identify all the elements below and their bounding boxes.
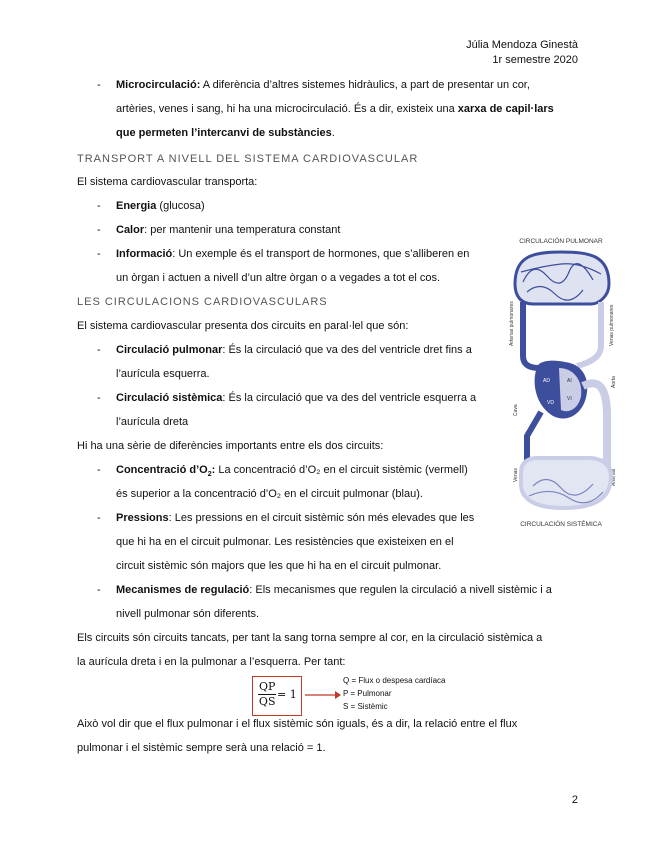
micro-text-3-end: .	[331, 127, 335, 139]
page-number: 2	[571, 794, 578, 806]
diff-text-1: : Les pressions en el circuit sistèmic són més elevades que les	[168, 512, 475, 524]
diff-term-colon: :	[211, 464, 216, 476]
item-term: Circulació pulmonar	[116, 344, 223, 356]
item-text: : És la circulació que va des del ventricle esquerra a	[222, 392, 477, 404]
diagram-top-label: CIRCULACIÓN PULMONAR	[519, 238, 603, 245]
diff-text-1: La concentració d’O₂ en el circuit sistèmic (vermell)	[215, 464, 468, 476]
diff-mecanismes-l2: nivell pulmonar són diferents.	[116, 608, 260, 620]
micro-bold-3: que permeten l’intercanvi de substàncies	[116, 127, 332, 139]
micro-text-1: A diferència d’altres sistemes hidràulics, a part de presentar un cor,	[200, 79, 530, 91]
label-aorta: Aorta	[611, 376, 617, 388]
item-circ-sistemica-cont: l’aurícula dreta	[116, 416, 189, 428]
header-author: Júlia Mendoza Ginestà	[466, 39, 578, 51]
formula-numerator: QP	[259, 680, 276, 693]
circulation-diagram	[503, 236, 620, 532]
item-informacio-cont: un òrgan i actuen a nivell d’un altre òrgan o a vegades a tot el cos.	[116, 272, 441, 284]
bullet-dash: -	[97, 344, 101, 356]
item-circ-pulmonar	[116, 338, 494, 362]
diff-term-text: Concentració d’O	[116, 464, 208, 476]
pulmonary-artery-vessel	[523, 302, 539, 368]
legend-item-q: Q = Flux o despesa cardíaca	[343, 676, 446, 685]
item-circ-sistemica	[116, 386, 494, 410]
label-vi: VI	[567, 396, 572, 402]
micro-bold-2: xarxa de capil·lars	[457, 103, 554, 115]
section2-intro: El sistema cardiovascular presenta dos circuits en paral·lel que són:	[77, 320, 409, 332]
formula-box	[252, 676, 302, 716]
formula-fraction	[258, 680, 276, 709]
closed-circuits-1: Els circuits són circuits tancats, per tant la sang torna sempre al cor, en la circulació sistèmica a	[77, 632, 543, 644]
diff-pressions-l2: que hi ha en el circuit pulmonar. Les resistències que existeixen en el	[116, 536, 454, 548]
systemic-capillaries	[521, 458, 611, 508]
diff-term-sub: 2	[207, 471, 212, 479]
diff-term: Mecanismes de regulació	[116, 584, 250, 596]
bullet-dash: -	[97, 224, 101, 236]
bullet-dash: -	[97, 464, 101, 476]
formula-equals: = 1	[277, 688, 297, 701]
label-ad: AD	[543, 378, 550, 384]
diff-term: Pressions	[116, 512, 169, 524]
legend-item-p: P = Pulmonar	[343, 689, 392, 698]
arrow-icon	[305, 690, 341, 700]
diff-concentracio-l2: és superior a la concentració d’O₂ en el circuit pulmonar (blau).	[116, 488, 423, 500]
item-term: Energia	[116, 200, 157, 212]
item-calor	[116, 218, 340, 242]
conclusion-1: Això vol dir que el flux pulmonar i el flux sistèmic són iguals, és a dir, la relació entre el flux	[77, 718, 518, 730]
item-circ-pulmonar-cont: l’aurícula esquerra.	[116, 368, 210, 380]
item-term: Informació	[116, 248, 173, 260]
bullet-dash: -	[97, 248, 101, 260]
label-ai: AI	[567, 378, 572, 384]
legend-item-s: S = Sistèmic	[343, 702, 388, 711]
label-arterias: Arterias	[611, 468, 617, 486]
micro-line-3	[116, 121, 335, 145]
item-text: : per mantenir una temperatura constant	[144, 224, 341, 236]
item-text: : És la circulació que va des del ventricle dret fins a	[222, 344, 472, 356]
micro-term: Microcirculació:	[116, 79, 201, 91]
conclusion-2: pulmonar i el sistèmic sempre serà una relació = 1.	[77, 742, 326, 754]
formula-legend	[343, 674, 446, 713]
micro-line-1	[116, 73, 578, 97]
bullet-dash: -	[97, 200, 101, 212]
bullet-dash: -	[97, 79, 101, 91]
bullet-dash: -	[97, 392, 101, 404]
item-term: Calor	[116, 224, 145, 236]
bullet-dash: -	[97, 584, 101, 596]
label-art-pulm: Arterias pulmonares	[509, 301, 515, 346]
pulmonary-vein-vessel	[577, 302, 601, 366]
item-informacio	[116, 242, 494, 266]
closed-circuits-2: la aurícula dreta i en la pulmonar a l’esquerra. Per tant:	[77, 656, 346, 668]
item-term: Circulació sistèmica	[116, 392, 223, 404]
pulmonary-capillaries	[515, 252, 609, 304]
label-vd: VD	[547, 400, 554, 406]
header-semester: 1r semestre 2020	[492, 54, 578, 66]
label-venas: Venas	[513, 468, 519, 482]
diff-pressions-l3: circuit sistèmic són majors que les que hi ha en el circuit pulmonar.	[116, 560, 442, 572]
diff-mecanismes	[116, 578, 578, 602]
item-text: (glucosa)	[156, 200, 205, 212]
diff-text-1: : Els mecanismes que regulen la circulació a nivell sistèmic i a	[249, 584, 552, 596]
micro-text-2: artèries, venes i sang, hi ha una microcirculació. És a dir, existeix una	[116, 103, 458, 115]
diff-term	[116, 464, 216, 479]
label-ven-pulm: Venas pulmonares	[609, 304, 615, 346]
section1-intro: El sistema cardiovascular transporta:	[77, 176, 258, 188]
item-text: : Un exemple és el transport de hormones, que s’alliberen en	[172, 248, 470, 260]
differences-intro: Hi ha una sèrie de diferències importants entre els dos circuits:	[77, 440, 384, 452]
micro-line-2	[116, 97, 578, 121]
section-title-transport: TRANSPORT A NIVELL DEL SISTEMA CARDIOVASCULAR	[77, 153, 419, 165]
diagram-bottom-label: CIRCULACIÓN SISTÉMICA	[520, 521, 602, 528]
label-cava: Cava	[513, 404, 519, 416]
bullet-dash: -	[97, 512, 101, 524]
section-title-circulacions: LES CIRCULACIONS CARDIOVASCULARS	[77, 296, 328, 308]
formula-denominator: QS	[258, 695, 276, 708]
diff-pressions	[116, 506, 494, 530]
item-energia	[116, 194, 205, 218]
